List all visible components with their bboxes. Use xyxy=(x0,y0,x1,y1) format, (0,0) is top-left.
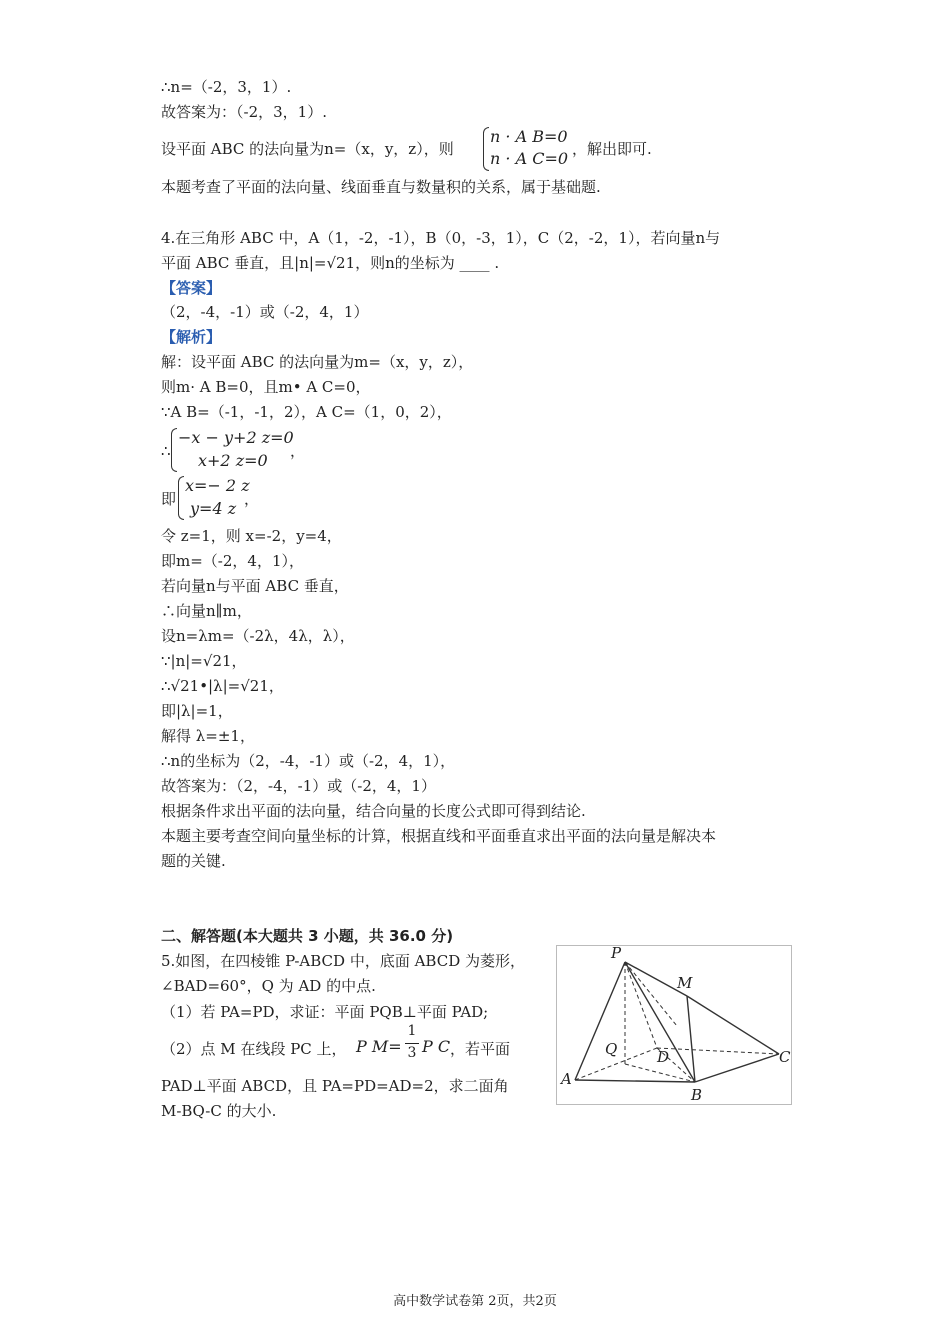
label-p: P xyxy=(611,946,622,962)
prev-line-2: 故答案为：（-2，3，1）. xyxy=(161,103,327,121)
solution-line-15: ∴n的坐标为（2，-4，-1）或（-2，4，1）， xyxy=(161,752,456,770)
section-heading: 二、解答题(本大题共 3 小题，共 36.0 分) xyxy=(161,927,454,945)
fraction-bar xyxy=(405,1043,419,1044)
pc-label: P C xyxy=(422,1037,451,1056)
solution-line-16: 故答案为：（2，-4，-1）或（-2，4，1） xyxy=(161,777,436,795)
q5-line-5: PAD⊥平面 ABCD，且 PA=PD=AD=2，求二面角 xyxy=(161,1077,509,1095)
system-brace xyxy=(171,428,177,472)
q4-stem-2: 平面 ABC 垂直，且|n|=√21，则n的坐标为 ____ . xyxy=(161,254,500,272)
label-c: C xyxy=(779,1048,791,1066)
solution-namely: 即 xyxy=(161,490,177,508)
fraction-numerator: 1 xyxy=(407,1023,417,1039)
solution-line-11: ∵|n|=√21， xyxy=(161,652,247,670)
q5-line-4-end: ，若平面 xyxy=(450,1040,511,1058)
label-b: B xyxy=(691,1086,703,1104)
solution-comma: ， xyxy=(244,490,260,508)
page-footer: 高中数学试卷第 2页，共2页 xyxy=(393,1294,557,1309)
pyramid-diagram xyxy=(557,946,791,1104)
prev-line-4: 本题考查了平面的法向量、线面垂直与数量积的关系，属于基础题. xyxy=(161,178,601,196)
solution-line-17: 根据条件求出平面的法向量，结合向量的长度公式即可得到结论. xyxy=(161,802,586,820)
label-m: M xyxy=(677,974,693,992)
solution-line-12: ∴√21•|λ|=√21， xyxy=(161,677,284,695)
system-eq-top: x=− 2 z xyxy=(185,476,250,495)
solution-comma: ， xyxy=(290,442,306,460)
solution-line-7: 即m=（-2，4，1）， xyxy=(161,552,304,570)
system-eq-bottom: n · A C=0 xyxy=(490,149,569,168)
solution-therefore: ∴ xyxy=(161,442,171,460)
q4-stem-1: 4.在三角形 ABC 中，A（1，-2，-1），B（0，-3，1），C（2，-2，1），若向量n与 xyxy=(161,229,721,247)
system-eq-bottom: y=4 z xyxy=(190,499,237,518)
system-eq-top: −x − y+2 z=0 xyxy=(178,428,294,447)
pm-label: P M= xyxy=(356,1037,402,1056)
answer-text: （2，-4，-1）或（-2，4，1） xyxy=(161,303,369,321)
system-eq-bottom: x+2 z=0 xyxy=(198,451,268,470)
label-q: Q xyxy=(605,1040,618,1058)
solution-line-8: 若向量n与平面 ABC 垂直， xyxy=(161,577,349,595)
solution-line-19: 题的关键. xyxy=(161,852,226,870)
solution-line-18: 本题主要考查空间向量坐标的计算，根据直线和平面垂直求出平面的法向量是解决本 xyxy=(161,827,717,845)
q5-line-6: M-BQ-C 的大小. xyxy=(161,1102,277,1120)
solution-line-6: 令 z=1，则 x=-2，y=4， xyxy=(161,527,342,545)
q5-line-1: 5.如图，在四棱锥 P-ABCD 中，底面 ABCD 为菱形， xyxy=(161,952,526,970)
pyramid-figure xyxy=(556,945,792,1105)
system-eq-top: n · A B=0 xyxy=(490,127,568,146)
fraction-denominator: 3 xyxy=(407,1045,417,1061)
label-a: A xyxy=(561,1070,572,1088)
solution-line-9: ∴向量n∥m， xyxy=(161,602,252,620)
label-d: D xyxy=(657,1048,670,1066)
solution-line-10: 设n=λm=（-2λ，4λ，λ）， xyxy=(161,627,355,645)
q5-line-2: ∠BAD=60°，Q 为 AD 的中点. xyxy=(161,977,376,995)
solution-line-2: 则m· A B=0，且m• A C=0， xyxy=(161,378,371,396)
solution-line-13: 即|λ|=1， xyxy=(161,702,233,720)
q5-line-4 xyxy=(161,1038,347,1060)
system-brace xyxy=(178,476,184,520)
solution-line-1: 解：设平面 ABC 的法向量为m=（x，y，z）， xyxy=(161,353,474,371)
solution-line-3: ∵A B=（-1，-1，2），A C=（1，0，2）， xyxy=(161,403,452,421)
answer-tag: 【答案】 xyxy=(161,279,222,297)
prev-line-3 xyxy=(161,138,454,160)
prev-line-1: ∴n=（-2，3，1）. xyxy=(161,78,292,96)
system-brace xyxy=(483,127,489,171)
q5-line-4-text: （2）点 M 在线段 PC 上， xyxy=(161,1040,347,1058)
prev-line-3-text: 设平面 ABC 的法向量为n=（x，y，z），则 xyxy=(161,140,454,158)
q5-line-3: （1）若 PA=PD，求证：平面 PQB⊥平面 PAD; xyxy=(161,1003,489,1021)
analysis-tag: 【解析】 xyxy=(161,328,222,346)
prev-line-3-end: ，解出即可. xyxy=(572,140,652,158)
solution-line-14: 解得 λ=±1， xyxy=(161,727,255,745)
